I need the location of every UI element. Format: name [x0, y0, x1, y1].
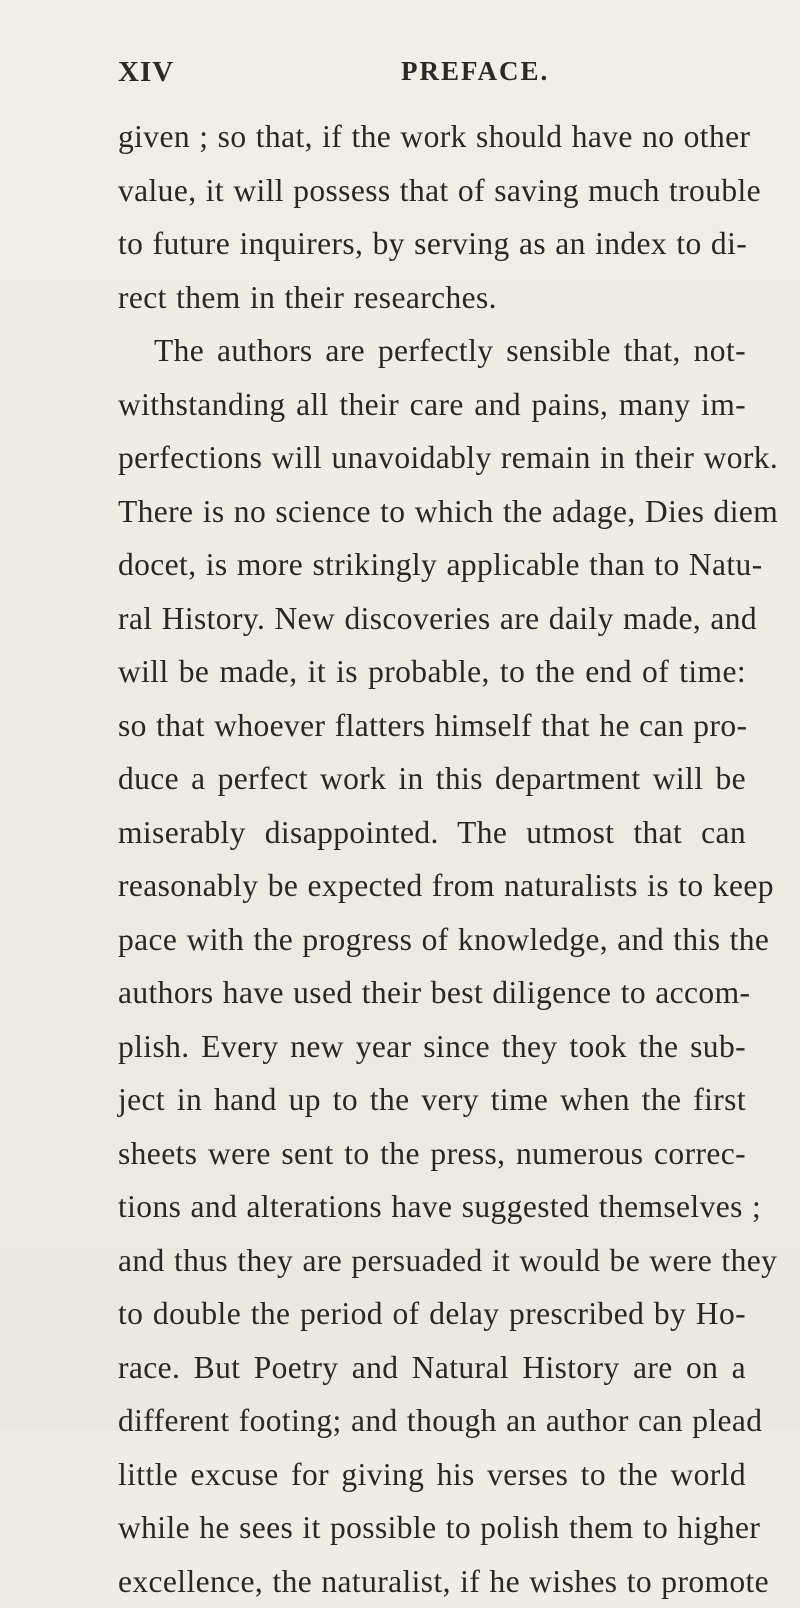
text-line: to double the period of delay prescribed by Ho- — [118, 1287, 746, 1341]
text-line: race. But Poetry and Natural History are on a — [118, 1341, 746, 1395]
text-line: docet, is more strikingly applicable than to Natu- — [118, 538, 746, 592]
text-line: duce a perfect work in this department will be — [118, 752, 746, 806]
text-line: to future inquirers, by serving as an index to di- — [118, 217, 746, 271]
text-line: while he sees it possible to polish them to higher — [118, 1501, 746, 1555]
text-line: reasonably be expected from naturalists is to keep — [118, 859, 746, 913]
text-line: so that whoever flatters himself that he can pro- — [118, 699, 746, 753]
text-line: withstanding all their care and pains, many im- — [118, 378, 746, 432]
text-line: ject in hand up to the very time when the first — [118, 1073, 746, 1127]
running-head — [118, 56, 718, 96]
text-line: The authors are perfectly sensible that, not- — [118, 324, 746, 378]
text-line: There is no science to which the adage, Dies diem — [118, 485, 746, 539]
page-number: XIV — [118, 56, 174, 89]
text-line: excellence, the naturalist, if he wishes to promote — [118, 1555, 746, 1608]
body-text — [118, 110, 746, 1608]
running-title: PREFACE. — [401, 56, 549, 87]
text-line: sheets were sent to the press, numerous correc- — [118, 1127, 746, 1181]
text-line: pace with the progress of knowledge, and this the — [118, 913, 746, 967]
text-line: little excuse for giving his verses to the world — [118, 1448, 746, 1502]
text-line: tions and alterations have suggested themselves ; — [118, 1180, 746, 1234]
text-line: ral History. New discoveries are daily made, and — [118, 592, 746, 646]
text-line: rect them in their researches. — [118, 271, 746, 325]
text-line: and thus they are persuaded it would be were they — [118, 1234, 746, 1288]
text-line: value, it will possess that of saving much trouble — [118, 164, 746, 218]
text-line: miserably disappointed. The utmost that can — [118, 806, 746, 860]
text-line: will be made, it is probable, to the end of time: — [118, 645, 746, 699]
text-line: perfections will unavoidably remain in their work. — [118, 431, 746, 485]
text-line: authors have used their best diligence to accom- — [118, 966, 746, 1020]
text-line: plish. Every new year since they took the sub- — [118, 1020, 746, 1074]
text-line: given ; so that, if the work should have no other — [118, 110, 746, 164]
text-line: different footing; and though an author can plead — [118, 1394, 746, 1448]
